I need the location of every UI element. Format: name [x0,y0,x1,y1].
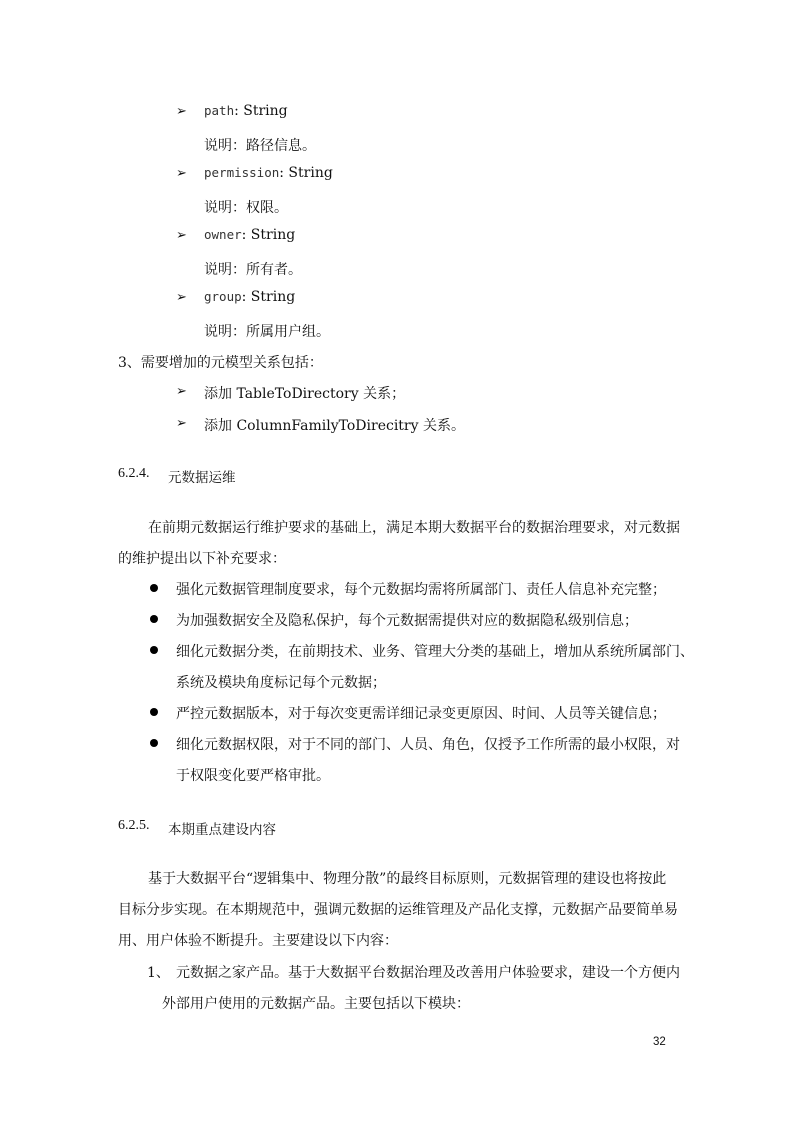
paragraph-line: 在前期元数据运行维护要求的基础上，满足本期大数据平台的数据治理要求，对元数据 [148,520,680,536]
field-permission [204,165,333,181]
field-code: group [204,289,242,304]
section-title: 元数据运维 [168,470,236,486]
page-number: 32 [653,1036,666,1048]
relation-item: 添加 TableToDirectory 关系； [204,386,406,402]
dot-bullet-icon [150,739,158,747]
field-desc: 说明：所属用户组。 [204,324,330,340]
bullet-text: 为加强数据安全及隐私保护，每个元数据需提供对应的数据隐私级别信息； [176,613,638,629]
bullet-text: 细化元数据分类，在前期技术、业务、管理大分类的基础上，增加从系统所属部门、 [176,644,694,660]
section-number: 6.2.4. [118,466,150,481]
arrow-bullet-icon: ➢ [176,384,187,399]
field-path [204,103,288,119]
field-type: : String [241,289,296,305]
list-item-text: 元数据之家产品。基于大数据平台数据治理及改善用户体验要求，建设一个方便内 [176,965,680,981]
field-desc: 说明：路径信息。 [204,138,316,154]
paragraph-line: 基于大数据平台“逻辑集中、物理分散”的最终目标原则，元数据管理的建设也将按此 [148,871,667,887]
field-group [204,289,295,305]
section-title: 本期重点建设内容 [168,822,276,838]
field-code: path [204,103,235,118]
paragraph-line: 的维护提出以下补充要求： [118,551,286,567]
arrow-bullet-icon: ➢ [176,290,187,305]
dot-bullet-icon [150,615,158,623]
field-type: : String [241,227,296,243]
arrow-bullet-icon: ➢ [176,104,187,119]
field-code: permission [204,165,280,180]
field-desc: 说明：所有者。 [204,262,302,278]
field-type: : String [234,103,288,119]
paragraph-line: 用、用户体验不断提升。主要建设以下内容： [118,933,398,949]
bullet-text: 强化元数据管理制度要求，每个元数据均需将所属部门、责任人信息补充完整； [176,582,666,598]
field-owner [204,227,295,243]
dot-bullet-icon [150,584,158,592]
relations-heading: 3、需要增加的元模型关系包括： [118,355,323,371]
bullet-text-cont: 于权限变化要严格审批。 [176,768,330,784]
list-number: 1、 [147,965,170,981]
paragraph-line: 目标分步实现。在本期规范中，强调元数据的运维管理及产品化支撑，元数据产品要简单易 [118,902,678,918]
arrow-bullet-icon: ➢ [176,416,187,431]
relation-item: 添加 ColumnFamilyToDirecitry 关系。 [204,418,465,434]
list-item-text-cont: 外部用户使用的元数据产品。主要包括以下模块： [162,996,470,1012]
bullet-text-cont: 系统及模块角度标记每个元数据； [176,675,386,691]
arrow-bullet-icon: ➢ [176,228,187,243]
bullet-text: 细化元数据权限，对于不同的部门、人员、角色，仅授予工作所需的最小权限，对 [176,737,680,753]
section-number: 6.2.5. [118,818,150,833]
dot-bullet-icon [150,646,158,654]
arrow-bullet-icon: ➢ [176,166,187,181]
field-code: owner [204,227,242,242]
field-desc: 说明：权限。 [204,200,288,216]
field-type: : String [279,165,333,181]
bullet-text: 严控元数据版本，对于每次变更需详细记录变更原因、时间、人员等关键信息； [176,706,666,722]
dot-bullet-icon [150,708,158,716]
